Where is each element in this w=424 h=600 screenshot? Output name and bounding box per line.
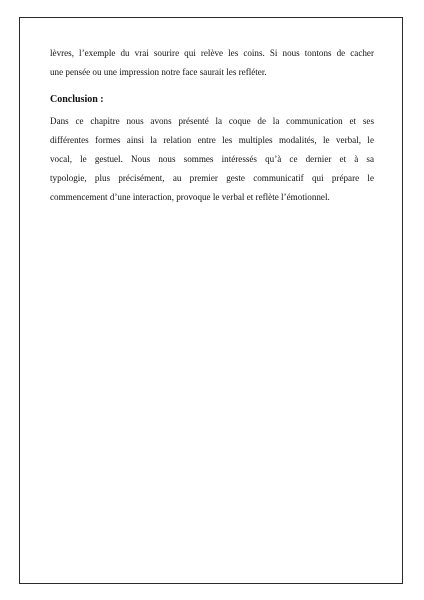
paragraph-line: lèvres, l’exemple du vrai sourire qui relève les coins. Si nous tontons de cacher [50,48,374,58]
conclusion-heading: Conclusion : [50,94,104,105]
paragraph-line: différentes formes ainsi la relation entre les multiples modalités, le verbal, le [50,135,374,145]
paragraph-line: commencement d’une interaction, provoque le verbal et reflète l’émotionnel. [50,192,330,202]
paragraph-line: Dans ce chapitre nous avons présenté la coque de la communication et ses [50,116,374,126]
paragraph-line: vocal, le gestuel. Nous nous sommes intéressés qu’à ce dernier et à sa [50,154,374,164]
paragraph-line: une pensée ou une impression notre face saurait les refléter. [50,67,267,77]
paragraph-line: typologie, plus précisément, au premier geste communicatif qui prépare le [50,173,374,183]
